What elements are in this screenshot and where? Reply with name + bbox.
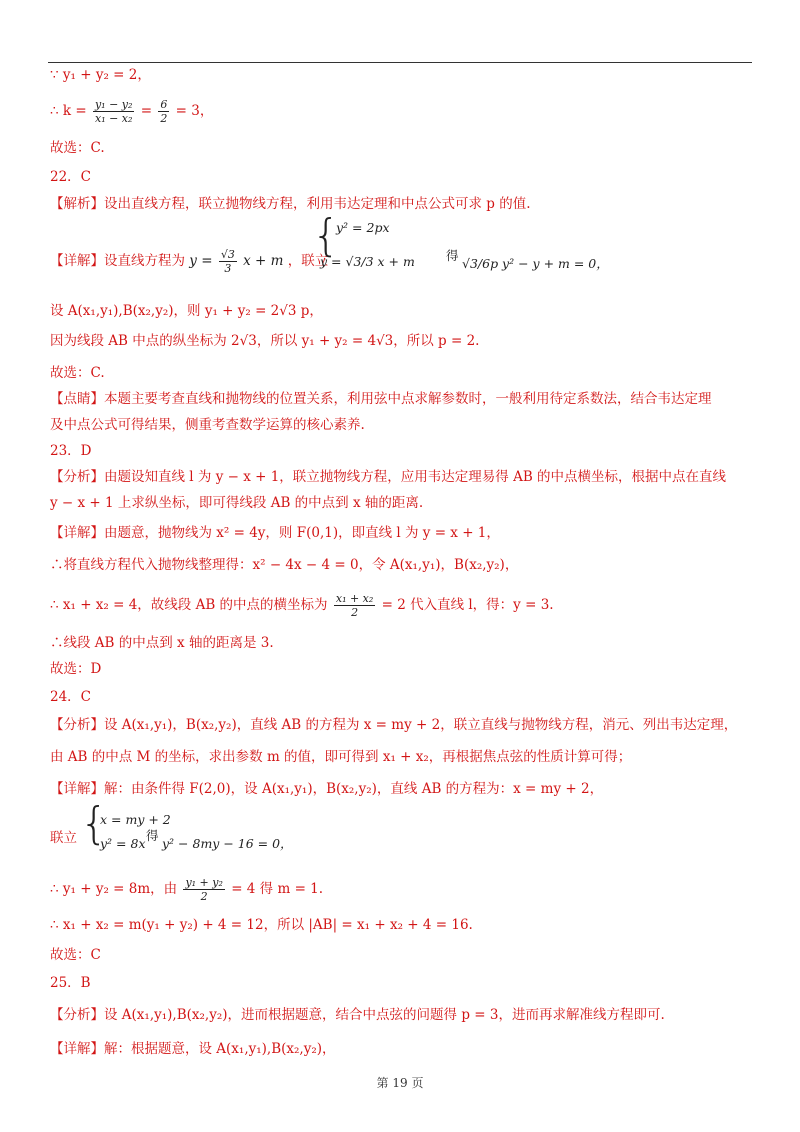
- q22-system-brace: {: [312, 210, 340, 261]
- q23-analysis-1: 【分析】由题设知直线 l 为 y − x + 1，联立抛物线方程，应用韦达定理易得 AB 的中点横坐标，根据中点在直线: [50, 469, 727, 485]
- q24-system-de: 得: [146, 828, 159, 843]
- q23-detail-3: ∴ x₁ + x₂ = 4，故线段 AB 的中点的横坐标为 $\frac{\text{x₁ + x₂}}{2}$ = 2 代入直线 l，得：y = 3.: [50, 592, 554, 619]
- q22-system-de: 得: [446, 248, 459, 263]
- q23-answer: 故选：D: [50, 661, 102, 677]
- question-22-heading: 22．C: [50, 169, 92, 185]
- q24-system-label: 联立: [50, 830, 77, 846]
- page-number: 第 19 页: [376, 1076, 424, 1090]
- q24-system-result: y² − 8my − 16 = 0，: [162, 836, 293, 851]
- question-24-heading: 24．C: [50, 689, 92, 705]
- q22-line-set-points: 设 A(x₁,y₁),B(x₂,y₂)，则 y₁ + y₂ = 2√3 p，: [50, 303, 323, 319]
- answer-21: 故选：C.: [50, 140, 105, 156]
- q22-system-result: √3/6p y² − y + m = 0，: [462, 256, 609, 271]
- q23-frac: $\frac{\text{x₁ + x₂}}{2}$: [335, 592, 374, 619]
- q22-system-eq2: y = √3/3 x + m: [320, 254, 415, 269]
- question-25-heading: 25．B: [50, 975, 91, 991]
- q22-detail: 【详解】设直线方程为 y = $\frac{√3}{3}$ x + m ，联立: [50, 248, 329, 275]
- q22-frac: $\frac{√3}{3}$: [220, 248, 235, 275]
- q23-detail-1: 【详解】由题意，抛物线为 x² = 4y，则 F(0,1)，即直线 l 为 y = x + 1，: [50, 525, 500, 541]
- q22-line-midpoint: 因为线段 AB 中点的纵坐标为 2√3，所以 y₁ + y₂ = 4√3，所以 p = 2.: [50, 333, 480, 349]
- line-sum-y: ∵ y₁ + y₂ = 2，: [50, 67, 151, 83]
- q25-detail-1: 【详解】解：根据题意，设 A(x₁,y₁),B(x₂,y₂)，: [50, 1041, 336, 1057]
- q24-answer: 故选：C: [50, 947, 101, 963]
- q22-analysis: 【解析】设出直线方程，联立抛物线方程，利用韦达定理和中点公式可求 p 的值.: [50, 196, 531, 212]
- q24-detail-1: 【详解】解：由条件得 F(2,0)，设 A(x₁,y₁)，B(x₂,y₂)，直线 AB 的方程为：x = my + 2，: [50, 781, 604, 797]
- q24-system-brace: {: [80, 798, 108, 849]
- slope-prefix: ∴ k =: [50, 103, 91, 119]
- q25-analysis-1: 【分析】设 A(x₁,y₁),B(x₂,y₂)，进而根据题意，结合中点弦的问题得 p = 3，进而再求解准线方程即可.: [50, 1007, 665, 1023]
- q22-note-1: 【点睛】本题主要考查直线和抛物线的位置关系，利用弦中点求解参数时，一般利用待定系数法，结合韦达定理: [50, 391, 712, 407]
- q24-system-eq1: x = my + 2: [100, 812, 171, 827]
- q24-analysis-2: 由 AB 的中点 M 的坐标，求出参数 m 的值，即可得到 x₁ + x₂，再根据焦点弦的性质计算可得；: [50, 749, 632, 765]
- q22-note-2: 及中点公式可得结果，侧重考查数学运算的核心素养.: [50, 417, 365, 433]
- slope-fraction: $\frac{\text{y₁ − y₂}}{\text{x₁ − x₂}}$: [94, 98, 133, 125]
- q24-detail-4: ∴ x₁ + x₂ = m(y₁ + y₂) + 4 = 12，所以 |AB| = x₁ + x₂ + 4 = 16.: [50, 917, 473, 933]
- question-23-heading: 23．D: [50, 443, 92, 459]
- q22-answer: 故选：C.: [50, 365, 105, 381]
- q23-detail-2: ∴将直线方程代入抛物线整理得：x² − 4x − 4 = 0，令 A(x₁,y₁)，B(x₂,y₂)，: [50, 557, 519, 573]
- header-rule: [48, 62, 752, 63]
- q24-detail-3: ∴ y₁ + y₂ = 8m，由 $\frac{\text{y₁ + y₂}}{2}$ = 4 得 m = 1.: [50, 876, 324, 903]
- q24-frac: $\frac{\text{y₁ + y₂}}{2}$: [185, 876, 223, 903]
- q23-detail-4: ∴线段 AB 的中点到 x 轴的距离是 3.: [50, 635, 274, 651]
- line-slope: ∴ k = $\frac{\text{y₁ − y₂}}{\text{x₁ − x₂}}$ = $\frac{6}{2}$ = 3，: [50, 98, 214, 125]
- q23-analysis-2: y − x + 1 上求纵坐标，即可得线段 AB 的中点到 x 轴的距离.: [50, 495, 424, 511]
- q22-system-eq1: y² = 2px: [336, 220, 390, 235]
- slope-fraction-2: $\frac{6}{2}$: [160, 98, 168, 125]
- q24-system-eq2: y² = 8x: [100, 836, 146, 851]
- q24-analysis-1: 【分析】设 A(x₁,y₁)，B(x₂,y₂)，直线 AB 的方程为 x = my + 2，联立直线与抛物线方程，消元、列出韦达定理，: [50, 717, 738, 733]
